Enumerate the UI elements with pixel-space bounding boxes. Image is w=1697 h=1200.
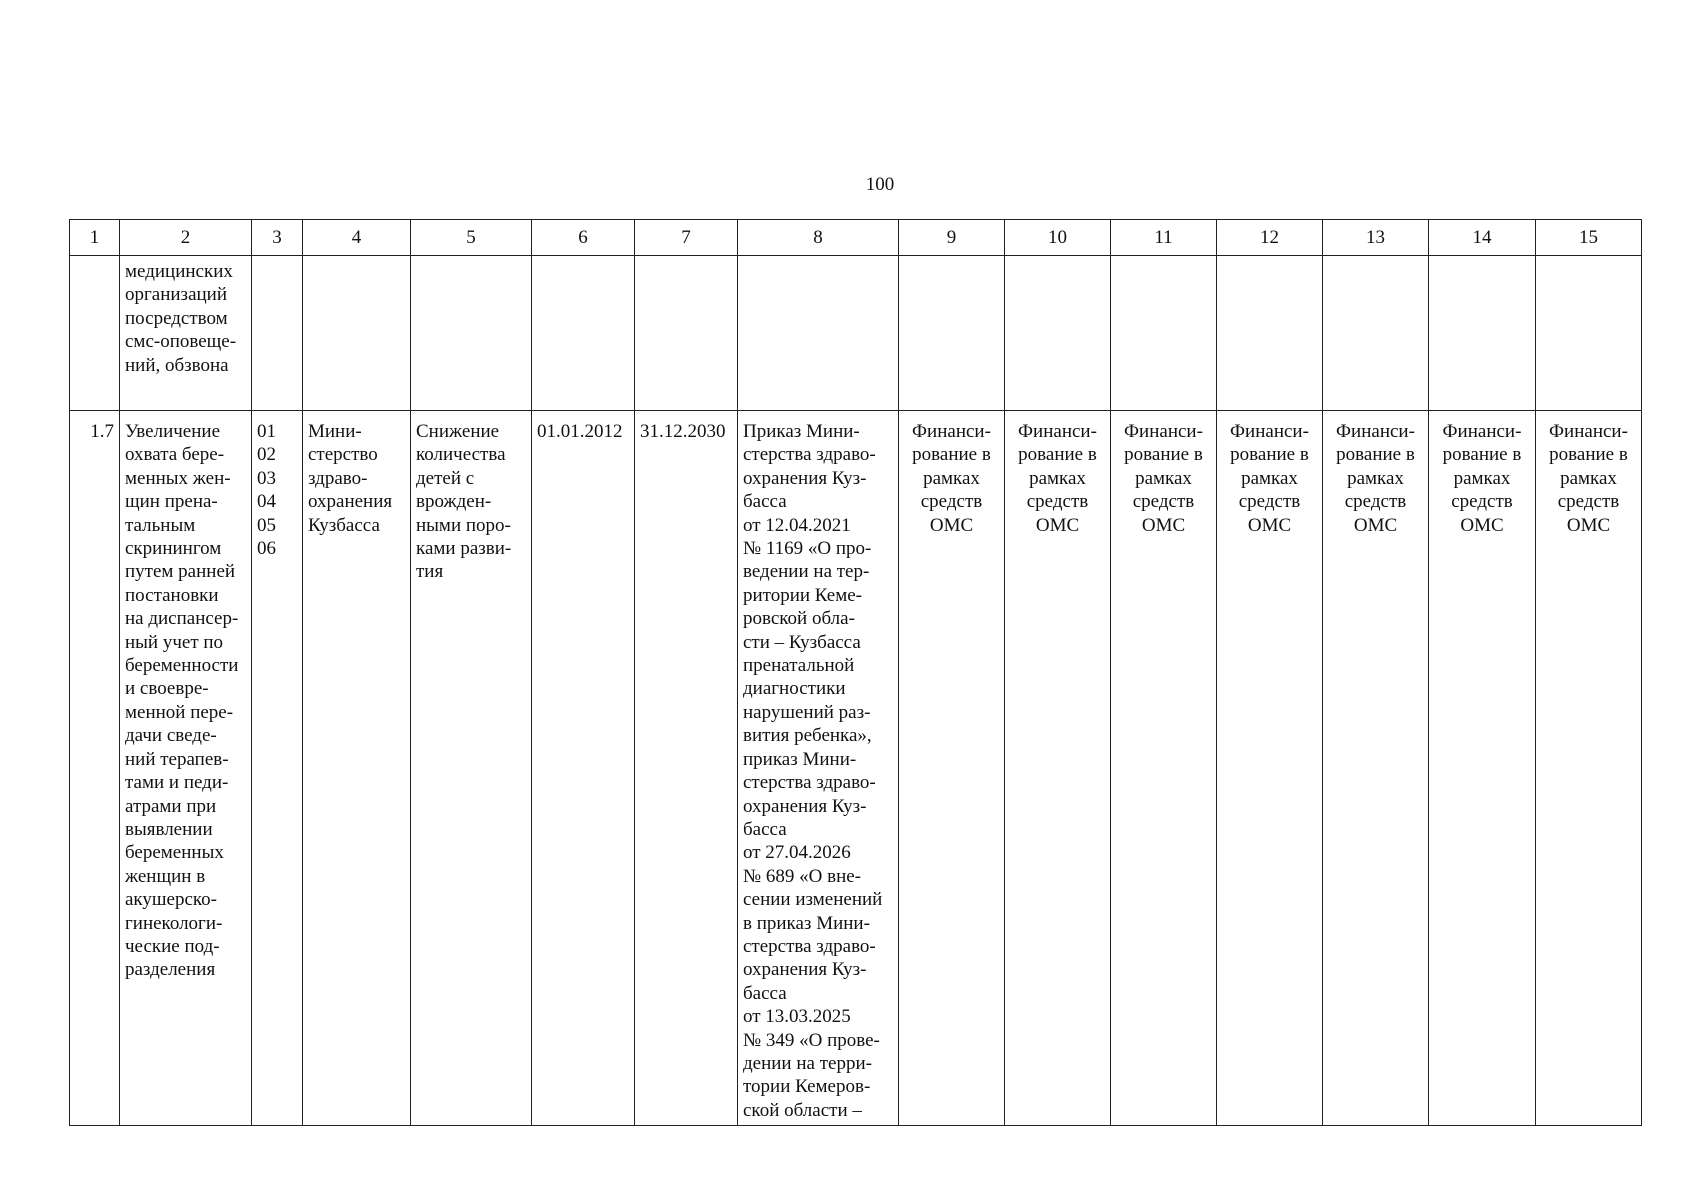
column-number: 2 — [120, 220, 252, 256]
column-number: 14 — [1429, 220, 1536, 256]
codes-cell: 01 02 03 04 05 06 — [252, 411, 303, 1126]
table-row-1-7 — [70, 411, 1642, 1126]
column-number: 3 — [252, 220, 303, 256]
result-cell: Снижение количества детей с врожден- ными поро- ками разви- тия — [411, 411, 532, 1126]
funding-cell: Финанси- рование в рамках средств ОМС — [899, 411, 1005, 1126]
executor-cell: Мини- стерство здраво- охранения Кузбасса — [303, 411, 411, 1126]
column-number: 13 — [1323, 220, 1429, 256]
column-number: 5 — [411, 220, 532, 256]
documents-cell: Приказ Мини- стерства здраво- охранения Куз- басса от 12.04.2021 № 1169 «О про- ведении на тер- ритории Кеме- ровской обла- сти – Кузбасса пренатальной диагностики нарушений раз- вития ребенка», приказ Мини- стерства здраво- охранения Куз- басса от 27.04.2026 № 689 «О вне- сении изменений в приказ Мини- стерства здраво- охранения Куз- басса от 13.03.2025 № 349 «О прове- дении на терри- тории Кемеров- ской области – — [738, 411, 899, 1126]
start-date-cell: 01.01.2012 — [532, 411, 635, 1126]
table-cell — [1323, 256, 1429, 411]
funding-cell: Финанси- рование в рамках средств ОМС — [1005, 411, 1111, 1126]
funding-cell: Финанси- рование в рамках средств ОМС — [1429, 411, 1536, 1126]
table-cell — [1536, 256, 1642, 411]
column-number: 10 — [1005, 220, 1111, 256]
column-number: 9 — [899, 220, 1005, 256]
table-cell — [899, 256, 1005, 411]
table-cell — [411, 256, 532, 411]
table-cell — [738, 256, 899, 411]
measure-continuation-cell: медицинских организаций посредством смс-оповеще- ний, обзвона — [120, 256, 252, 411]
measure-cell: Увеличение охвата бере- менных жен- щин прена- тальным скринингом путем ранней постановки на диспансер- ный учет по беременности и своевре- менной пере- дачи сведе- ний терапев- тами и педи- атрами при выявлении беременных женщин в акушерско- гинекологи- ческие под- разделения — [120, 411, 252, 1126]
table-cell — [532, 256, 635, 411]
column-number: 6 — [532, 220, 635, 256]
funding-cell: Финанси- рование в рамках средств ОМС — [1536, 411, 1642, 1126]
table-row-continuation — [70, 256, 1642, 411]
column-number: 12 — [1217, 220, 1323, 256]
table-cell — [1005, 256, 1111, 411]
table-cell — [303, 256, 411, 411]
column-number: 1 — [70, 220, 120, 256]
funding-cell: Финанси- рование в рамках средств ОМС — [1217, 411, 1323, 1126]
column-number: 11 — [1111, 220, 1217, 256]
funding-cell: Финанси- рование в рамках средств ОМС — [1111, 411, 1217, 1126]
table-cell — [1217, 256, 1323, 411]
funding-cell: Финанси- рование в рамках средств ОМС — [1323, 411, 1429, 1126]
column-number: 15 — [1536, 220, 1642, 256]
page-number: 100 — [865, 174, 895, 195]
row-number-cell: 1.7 — [70, 411, 120, 1126]
program-measures-table — [69, 219, 1642, 1126]
table-cell — [1429, 256, 1536, 411]
table-cell — [70, 256, 120, 411]
table-cell — [635, 256, 738, 411]
end-date-cell: 31.12.2030 — [635, 411, 738, 1126]
table-cell — [1111, 256, 1217, 411]
table-cell — [252, 256, 303, 411]
column-number-row — [70, 220, 1642, 256]
column-number: 7 — [635, 220, 738, 256]
column-number: 8 — [738, 220, 899, 256]
column-number: 4 — [303, 220, 411, 256]
